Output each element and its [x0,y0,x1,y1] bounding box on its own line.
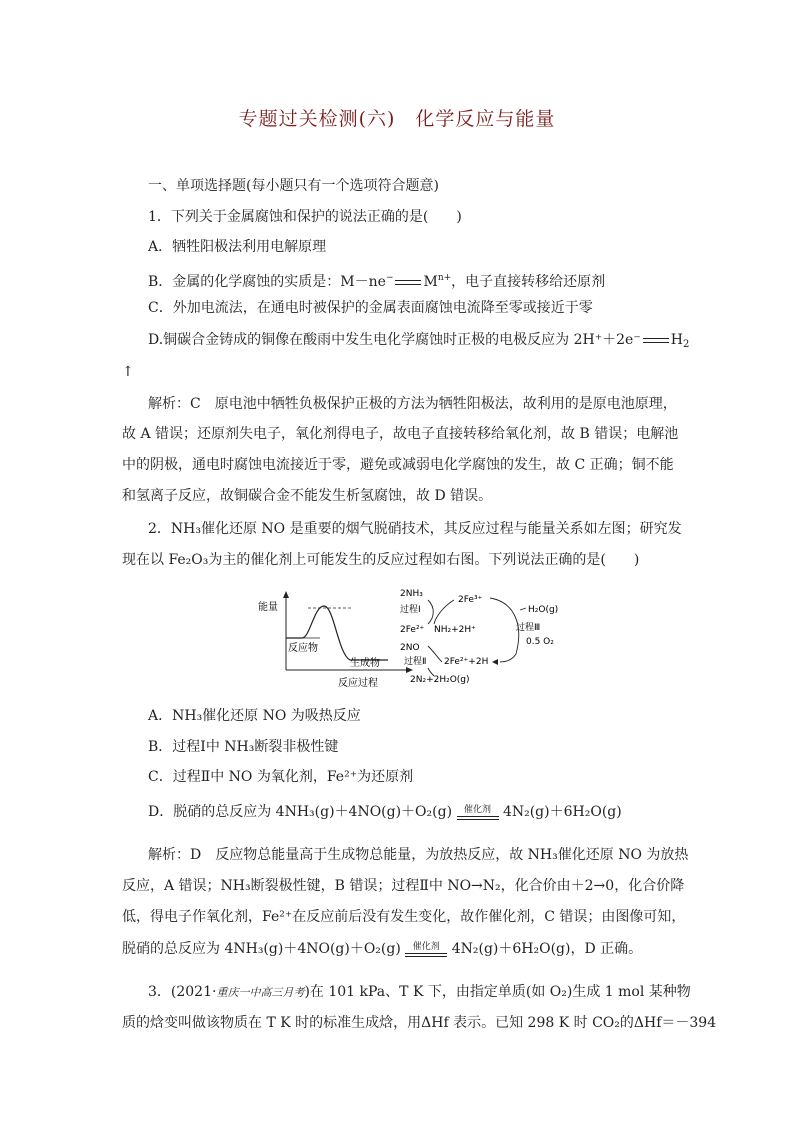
q2-stem-line: 2．NH₃催化还原 NO 是重要的烟气脱硝技术，其反应过程与能量关系如左图；研究发 [148,521,682,537]
cycle-process-3: 过程Ⅲ [516,623,541,633]
progress-axis-label: 反应过程 [338,678,378,689]
q2-analysis-last-tail: 4N₂(g)＋6H₂O(g)，D 正确。 [451,941,643,957]
q1-analysis-line: 解析：C 原电池中牺牲负极保护正极的方法为牺牲阳极法，故利用的是原电池原理， [148,396,677,412]
cycle-h2o: H₂O(g) [528,605,559,615]
q1-stem: 1．下列关于金属腐蚀和保护的说法正确的是( ) [148,209,462,225]
catalytic-cycle [400,589,558,685]
q1-option-a: A．牺牲阳极法利用电解原理 [148,239,327,255]
q3-source: 重庆一中高三月考 [216,986,305,999]
q1-option-d-text: D.铜碳合金铸成的铜像在酸雨中发生电化学腐蚀时正极的电极反应为 2H⁺＋2e⁻ [148,332,641,348]
catalyst-label: 催化剂 [463,804,491,815]
q2-option-d-text: D．脱硝的总反应为 4NH₃(g)＋4NO(g)＋O₂(g) [148,804,453,820]
q2-analysis-line [122,939,642,959]
q1-analysis-line: 和氢离子反应，故铜碳合金不能发生析氢腐蚀，故 D 错误。 [122,488,493,504]
cycle-nh2: NH₂+2H⁺ [434,625,476,635]
section-heading: 一、单项选择题(每小题只有一个选项符合题意) [148,178,439,194]
equals-arrow [395,280,421,285]
cycle-o2: 0.5 O₂ [526,637,554,647]
cycle-products: 2N₂+2H₂O(g) [410,675,470,685]
page-title: 专题过关检测(六) 化学反应与能量 [238,108,556,130]
q2-analysis-last-text: 脱硝的总反应为 4NH₃(g)＋4NO(g)＋O₂(g) [122,941,401,957]
catalyst-label: 催化剂 [412,941,440,952]
q2-option-c: C．过程Ⅱ中 NO 为氧化剂，Fe²⁺为还原剂 [148,769,414,785]
cycle-fe2-2h: 2Fe²⁺+2H [444,657,489,667]
cycle-process-2: 过程Ⅱ [404,657,427,667]
q2-analysis-line: 反应，A 错误；NH₃断裂极性键，B 错误；过程Ⅱ中 NO→N₂，化合价由＋2→0，化合价降 [122,878,685,894]
q3-stem-line: 质的焓变叫做该物质在 T K 时的标准生成焓，用ΔHf 表示。已知 298 K 时 CO₂的ΔHf＝－394 [122,1015,717,1031]
q1-option-b-tail: ，电子直接转移给还原剂 [451,274,606,290]
cycle-nh3: 2NH₃ [400,589,423,599]
q3-number: 3．(2021· [148,984,217,1000]
q1-option-b-text: B．金属的化学腐蚀的实质是：M－ne [148,274,386,290]
q2-option-d [148,802,622,822]
q2-option-a: A．NH₃催化还原 NO 为吸热反应 [148,708,361,724]
cycle-no: 2NO [400,643,420,653]
q2-analysis-line: 低，得电子作氧化剂，Fe²⁺在反应前后没有发生变化，故作催化剂，C 错误；由图像可知， [122,909,686,925]
q3-stem-line [148,982,691,1003]
equals-arrow [643,338,669,343]
q2-option-b: B．过程Ⅰ中 NH₃断裂非极性键 [148,739,339,755]
cycle-process-1: 过程Ⅰ [400,605,421,615]
product-label: 生成物 [350,658,380,669]
q2-option-d-tail: 4N₂(g)＋6H₂O(g) [502,804,622,820]
energy-axis-label: 能量 [258,602,278,613]
catalyst-arrow [405,942,447,957]
q1-option-c: C．外加电流法，在通电时被保护的金属表面腐蚀电流降至零或接近于零 [148,300,593,316]
q1-option-b: B．金属的化学腐蚀的实质是：M－ne− $M^{n+}$，电子直接转移给还原剂 [148,273,606,290]
catalyst-arrow [457,805,499,820]
gas-arrow: ↑ [122,364,134,380]
q2-stem-line: 现在以 Fe₂O₃为主的催化剂上可能发生的反应过程如右图。下列说法正确的是( ) [122,552,640,568]
cycle-fe3: 2Fe³⁺ [458,595,483,605]
q1-option-d: D.铜碳合金铸成的铜像在酸雨中发生电化学腐蚀时正极的电极反应为 2H⁺＋2e⁻ $H_2$ [148,332,690,350]
q3-stem-text: )在 101 kPa、T K 下，由指定单质(如 O₂)生成 1 mol 某种物 [304,984,691,1000]
q2-analysis-line: 解析：D 反应物总能量高于生成物总能量，为放热反应，故 NH₃催化还原 NO 为放热 [148,847,689,863]
q1-analysis-line: 中的阴极，通电时腐蚀电流接近于零，避免或减弱电化学腐蚀的发生，故 C 正确；铜不能 [122,457,674,473]
reactant-label: 反应物 [288,643,318,654]
cycle-fe2: 2Fe²⁺ [400,625,425,635]
reaction-figure [258,588,578,698]
q1-analysis-line: 故 A 错误；还原剂失电子，氧化剂得电子，故电子直接转移给氧化剂，故 B 错误；电解池 [122,426,679,442]
energy-diagram [258,591,413,689]
